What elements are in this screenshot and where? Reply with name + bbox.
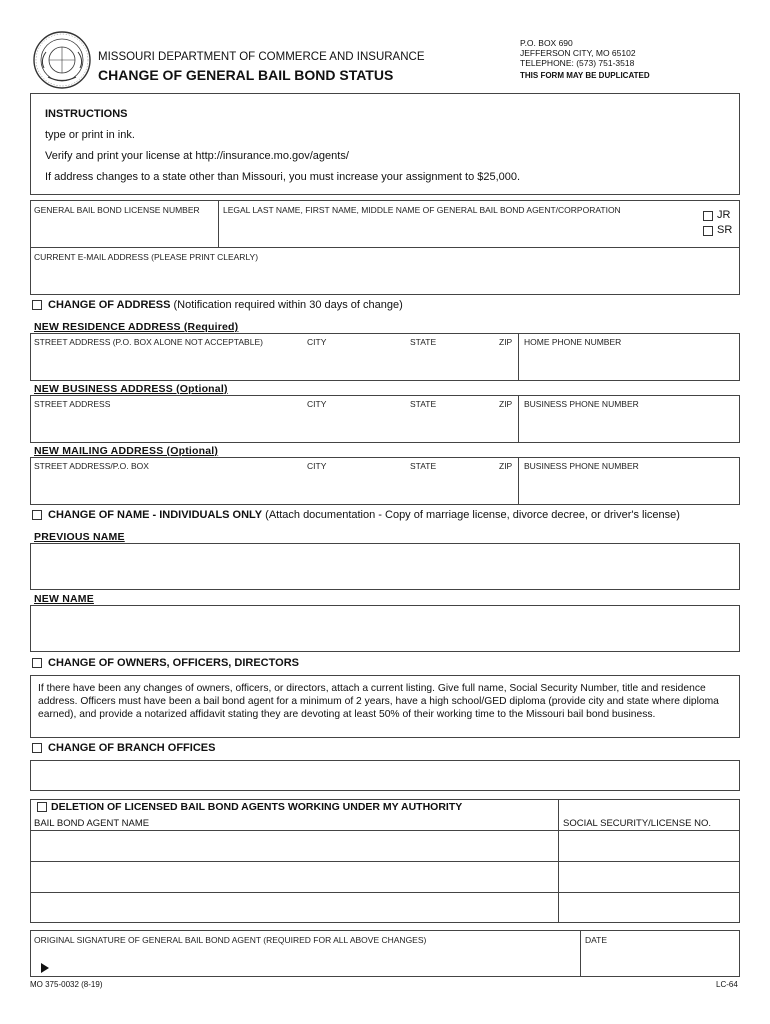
form-code: LC-64 [716,980,738,989]
mailing-phone-label: BUSINESS PHONE NUMBER [524,461,639,471]
telephone: TELEPHONE: (573) 751-3518 [520,58,635,68]
mailing-city-label: CITY [307,461,327,471]
change-of-address-checkbox[interactable] [32,300,42,310]
change-of-branch-title: CHANGE OF BRANCH OFFICES [48,742,216,754]
previous-name-heading: PREVIOUS NAME [34,531,125,543]
missouri-seal [32,30,92,90]
instructions-line-1: type or print in ink. [45,129,135,141]
jr-checkbox[interactable] [703,211,713,221]
mailing-street-label: STREET ADDRESS/P.O. BOX [34,461,149,471]
duplicate-note: THIS FORM MAY BE DUPLICATED [520,71,650,80]
residence-heading: NEW RESIDENCE ADDRESS (Required) [34,321,239,333]
date-label: DATE [585,935,608,945]
po-box: P.O. BOX 690 [520,38,573,48]
change-of-owners-title: CHANGE OF OWNERS, OFFICERS, DIRECTORS [48,657,299,669]
business-heading: NEW BUSINESS ADDRESS (Optional) [34,383,228,395]
department-name: MISSOURI DEPARTMENT OF COMMERCE AND INSURANCE [98,51,425,63]
jr-label: JR [717,209,731,221]
branch-box[interactable] [30,760,740,791]
residence-street-label: STREET ADDRESS (P.O. BOX ALONE NOT ACCEPTABLE) [34,337,263,347]
residence-state-label: STATE [410,337,437,347]
form-number: MO 375-0032 (8-19) [30,980,103,989]
change-of-name-checkbox[interactable] [32,510,42,520]
mailing-state-label: STATE [410,461,437,471]
signature-label: ORIGINAL SIGNATURE OF GENERAL BAIL BOND AGENT (REQUIRED FOR ALL ABOVE CHANGES) [34,935,427,945]
change-of-owners-checkbox[interactable] [32,658,42,668]
instructions-line-2: Verify and print your license at http://insurance.mo.gov/agents/ [45,150,349,162]
new-name-heading: NEW NAME [34,593,94,605]
owners-instructions: If there have been any changes of owners, officers, or directors, attach a current listing. Give full name, Social Security Number, title and residence address. Officers must have been a bail bond agent for a minimum of 2 years, have a high school/GED diploma (provide city and state where diploma earned), and provide a notarized affidavit stating they are devoting at least 50% of their working time to the Missouri bail bond business. [38,683,719,720]
home-phone-label: HOME PHONE NUMBER [524,337,622,347]
seal-icon [32,30,92,90]
ssn-license-column: SOCIAL SECURITY/LICENSE NO. [563,818,711,829]
instructions-line-3: If address changes to a state other than Missouri, you must increase your assignment to $25,000. [45,171,521,183]
email-label: CURRENT E-MAIL ADDRESS (PLEASE PRINT CLEARLY) [34,252,259,262]
form-title: CHANGE OF GENERAL BAIL BOND STATUS [98,67,394,83]
business-city-label: CITY [307,399,327,409]
residence-city-label: CITY [307,337,327,347]
sr-checkbox[interactable] [703,226,713,236]
agent-name-label: LEGAL LAST NAME, FIRST NAME, MIDDLE NAME OF GENERAL BAIL BOND AGENT/CORPORATION [223,205,621,215]
agent-name-column: BAIL BOND AGENT NAME [34,818,150,829]
license-number-label: GENERAL BAIL BOND LICENSE NUMBER [34,205,200,215]
city-state-zip: JEFFERSON CITY, MO 65102 [520,48,636,58]
signature-arrow-icon [41,960,49,978]
business-zip-label: ZIP [499,399,513,409]
previous-name-box[interactable] [30,543,740,590]
business-street-label: STREET ADDRESS [34,399,111,409]
deletion-checkbox[interactable] [37,802,47,812]
change-of-name-title: CHANGE OF NAME - INDIVIDUALS ONLY (Attach documentation - Copy of marriage license, divorce decree, or driver's license) [48,509,680,521]
mailing-heading: NEW MAILING ADDRESS (Optional) [34,445,219,457]
change-of-address-title: CHANGE OF ADDRESS (Notification required within 30 days of change) [48,299,403,311]
residence-zip-label: ZIP [499,337,513,347]
sr-label: SR [717,224,733,236]
mailing-zip-label: ZIP [499,461,513,471]
new-name-box[interactable] [30,605,740,652]
deletion-title: DELETION OF LICENSED BAIL BOND AGENTS WORKING UNDER MY AUTHORITY [51,801,463,813]
instructions-heading: INSTRUCTIONS [45,108,128,120]
business-state-label: STATE [410,399,437,409]
business-phone-label: BUSINESS PHONE NUMBER [524,399,639,409]
change-of-branch-checkbox[interactable] [32,743,42,753]
